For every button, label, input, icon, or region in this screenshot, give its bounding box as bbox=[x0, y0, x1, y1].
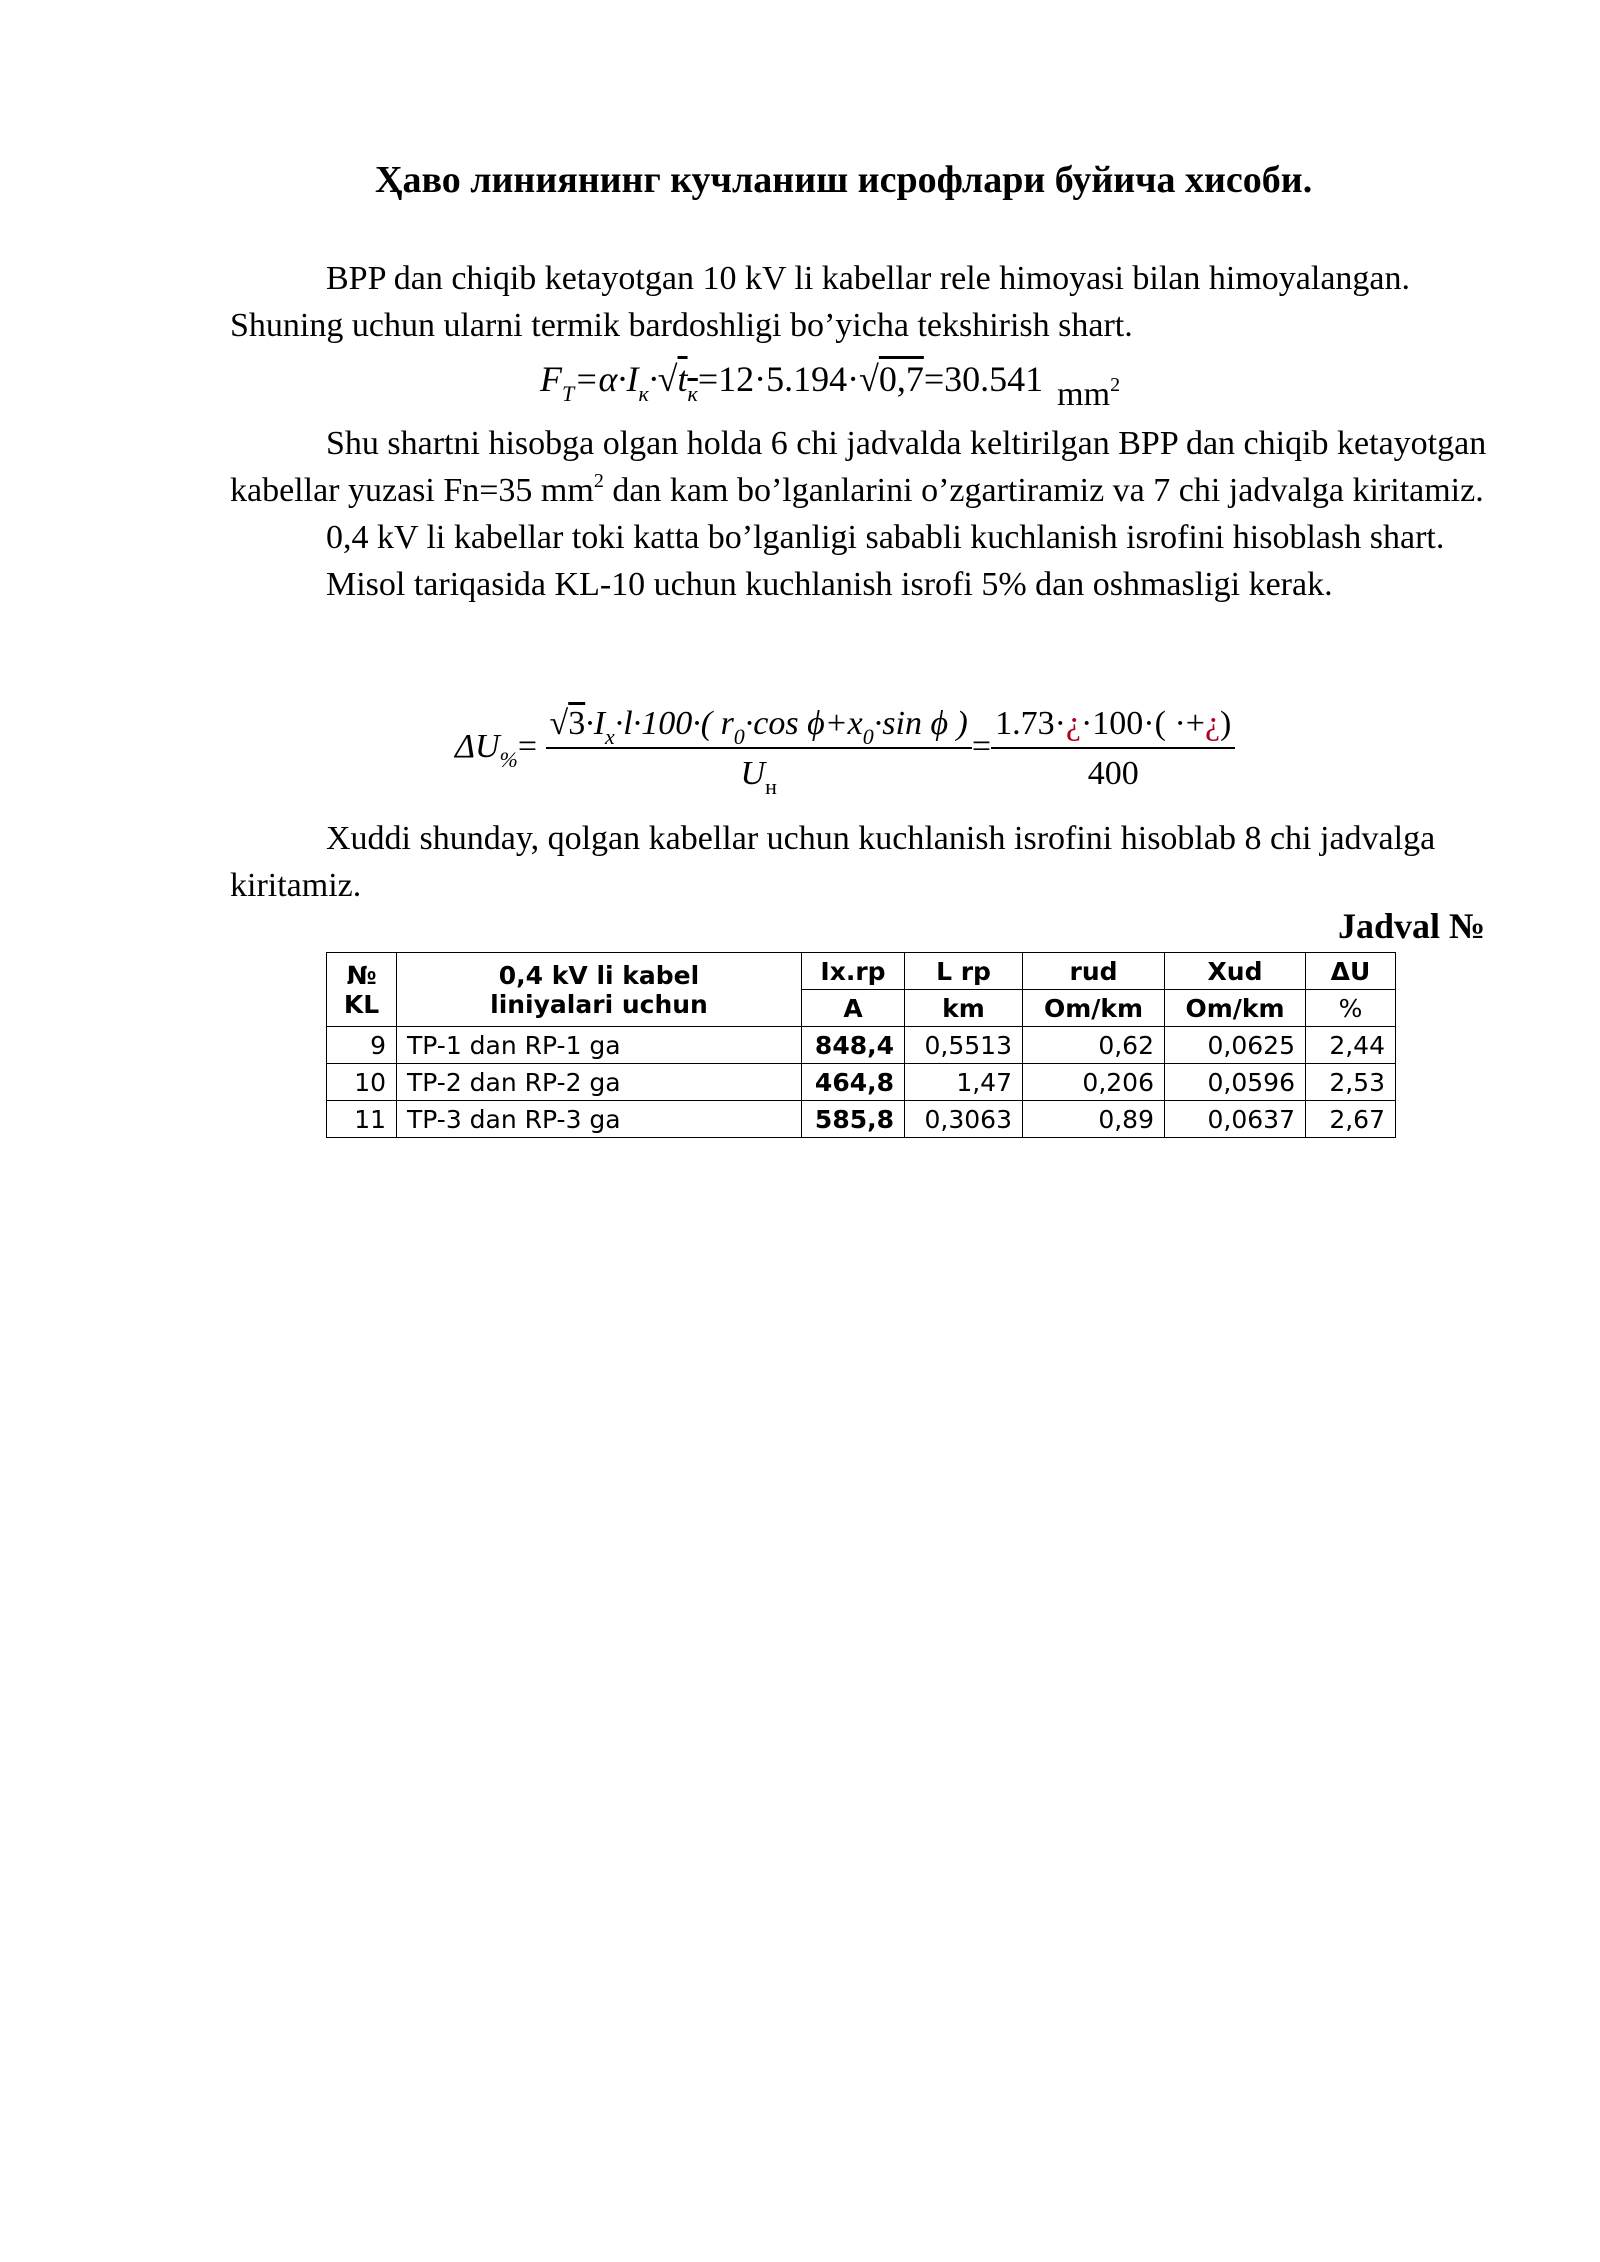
header-xud: Xud bbox=[1165, 953, 1306, 990]
formula2-lhs: ΔU bbox=[455, 727, 500, 765]
paragraphs-2-4-block bbox=[230, 420, 1500, 608]
f2-d1: U bbox=[740, 755, 766, 792]
f2-n1-sub2: 0 bbox=[733, 724, 745, 749]
f2-n2-a: 1.73· bbox=[995, 705, 1066, 742]
cell-rud: 0,206 bbox=[1023, 1064, 1165, 1101]
formula1-expr-d: =30.541 bbox=[923, 359, 1044, 399]
f2-n1-root: 3 bbox=[568, 705, 586, 742]
formula1-unit-text: mm bbox=[1057, 376, 1111, 413]
formula2-denominator-1 bbox=[546, 749, 972, 799]
table-header-row bbox=[327, 953, 1396, 990]
table-caption: Jadval № bbox=[1338, 906, 1486, 946]
formula1-t-var: t bbox=[677, 359, 688, 399]
formula-voltage-loss bbox=[455, 705, 1235, 799]
cell-no: 10 bbox=[327, 1064, 397, 1101]
f2-n2-q1: ¿ bbox=[1065, 705, 1081, 742]
formula1-lhs: F bbox=[540, 359, 562, 399]
formula2-lhs-sub: % bbox=[499, 746, 518, 772]
header-no-bottom: KL bbox=[343, 989, 380, 1019]
unit-du: % bbox=[1306, 990, 1396, 1027]
formula1-expr-b: ·√ bbox=[648, 359, 678, 399]
unit-ix: A bbox=[802, 990, 905, 1027]
formula1-sub1: к bbox=[638, 381, 649, 406]
paragraph-3: 0,4 kV li kabellar toki katta bo’lganligi sababli kuchlanish isrofini hisoblash shart. bbox=[326, 519, 1445, 556]
paragraph-2-b: dan kam bo’lganlarini o’zgartiramiz va 7 chi jadvalga kiritamiz. bbox=[603, 472, 1484, 509]
cell-name: TP-2 dan RP-2 ga bbox=[397, 1064, 802, 1101]
cell-xud: 0,0637 bbox=[1165, 1101, 1306, 1138]
f2-d1-sub: н bbox=[765, 774, 777, 799]
formula1-expr-c: =12·5.194·√ bbox=[697, 359, 879, 399]
formula2-numerator-2 bbox=[991, 705, 1235, 749]
cell-du: 2,44 bbox=[1306, 1027, 1396, 1064]
f2-n2-q2: ¿ bbox=[1204, 705, 1221, 742]
cell-name: TP-1 dan RP-1 ga bbox=[397, 1027, 802, 1064]
paragraph-1-block bbox=[230, 255, 1500, 349]
cell-rud: 0,89 bbox=[1023, 1101, 1165, 1138]
formula1-t bbox=[677, 359, 698, 406]
formula1-unit-sup: 2 bbox=[1110, 374, 1121, 396]
unit-xud: Om/km bbox=[1165, 990, 1306, 1027]
f2-n1-sub: x bbox=[605, 724, 615, 749]
header-ix: Ix.rp bbox=[802, 953, 905, 990]
paragraph-2-a: Shu shartni hisobga olgan holda 6 chi jadvalda keltirilgan BPP dan chiqib ketayotgan kabellar yuzasi Fn=35 mm bbox=[230, 425, 1487, 509]
paragraph-4: Misol tariqasida KL-10 uchun kuchlanish isrofi 5% dan oshmasligi kerak. bbox=[326, 566, 1333, 603]
formula-thermal bbox=[540, 358, 1121, 413]
cell-no: 9 bbox=[327, 1027, 397, 1064]
cell-xud: 0,0596 bbox=[1165, 1064, 1306, 1101]
formula1-expr-a: =α·I bbox=[574, 359, 639, 399]
header-du: ΔU bbox=[1306, 953, 1396, 990]
f2-n1-a: √ bbox=[549, 705, 569, 742]
cell-du: 2,67 bbox=[1306, 1101, 1396, 1138]
cell-ix: 848,4 bbox=[802, 1027, 905, 1064]
f2-n2-b: ·100·( ·+ bbox=[1080, 705, 1205, 742]
document-title: Ҳаво линиянинг кучланиш исрофлари буйича хисоби. bbox=[375, 159, 1313, 201]
f2-n1-e: ·sin ϕ ) bbox=[873, 705, 968, 742]
formula2-eq2: = bbox=[971, 727, 992, 765]
f2-n2-c: ) bbox=[1220, 705, 1232, 742]
paragraph-2 bbox=[230, 420, 1500, 514]
formula1-lhs-sub: T bbox=[562, 381, 575, 406]
formula2-fraction-2 bbox=[991, 705, 1235, 793]
cell-rud: 0,62 bbox=[1023, 1027, 1165, 1064]
paragraph-2-sup: 2 bbox=[593, 470, 604, 492]
cell-du: 2,53 bbox=[1306, 1064, 1396, 1101]
voltage-loss-table bbox=[326, 952, 1396, 1138]
table-row bbox=[327, 1027, 1396, 1064]
header-rud: rud bbox=[1023, 953, 1165, 990]
cell-l: 0,5513 bbox=[905, 1027, 1023, 1064]
paragraph-1: BPP dan chiqib ketayotgan 10 kV li kabellar rele himoyasi bilan himoyalangan. Shuning uchun ularni termik bardoshligi bo’yicha tekshirish shart. bbox=[230, 260, 1410, 344]
header-no bbox=[327, 953, 397, 1027]
cell-l: 1,47 bbox=[905, 1064, 1023, 1101]
formula1-unit bbox=[1057, 376, 1120, 413]
formula1-root: 0,7 bbox=[878, 359, 924, 399]
formula1-sub2: к bbox=[687, 381, 698, 406]
cell-ix: 585,8 bbox=[802, 1101, 905, 1138]
formula2-denominator-2: 400 bbox=[1087, 755, 1139, 792]
formula2-numerator-1 bbox=[546, 705, 972, 749]
table-row bbox=[327, 1101, 1396, 1138]
header-no-top: № bbox=[346, 960, 377, 990]
formula2-eq: = bbox=[517, 727, 538, 765]
table-row bbox=[327, 1064, 1396, 1101]
header-l: L rp bbox=[905, 953, 1023, 990]
f2-n1-sub3: 0 bbox=[862, 724, 874, 749]
unit-rud: Om/km bbox=[1023, 990, 1165, 1027]
unit-l: km bbox=[905, 990, 1023, 1027]
formula2-fraction-1 bbox=[546, 705, 972, 799]
f2-n1-d: ·cos ϕ+x bbox=[744, 705, 863, 742]
paragraph-5-block bbox=[230, 815, 1500, 909]
cell-ix: 464,8 bbox=[802, 1064, 905, 1101]
header-line: 0,4 kV li kabel liniyalari uchun bbox=[397, 953, 802, 1027]
cell-no: 11 bbox=[327, 1101, 397, 1138]
cell-name: TP-3 dan RP-3 ga bbox=[397, 1101, 802, 1138]
cell-xud: 0,0625 bbox=[1165, 1027, 1306, 1064]
f2-n1-c: ·l·100·( r bbox=[614, 705, 734, 742]
cell-l: 0,3063 bbox=[905, 1101, 1023, 1138]
f2-n1-b: ·I bbox=[585, 705, 606, 742]
paragraph-5: Xuddi shunday, qolgan kabellar uchun kuchlanish isrofini hisoblab 8 chi jadvalga kiritamiz. bbox=[230, 820, 1436, 904]
